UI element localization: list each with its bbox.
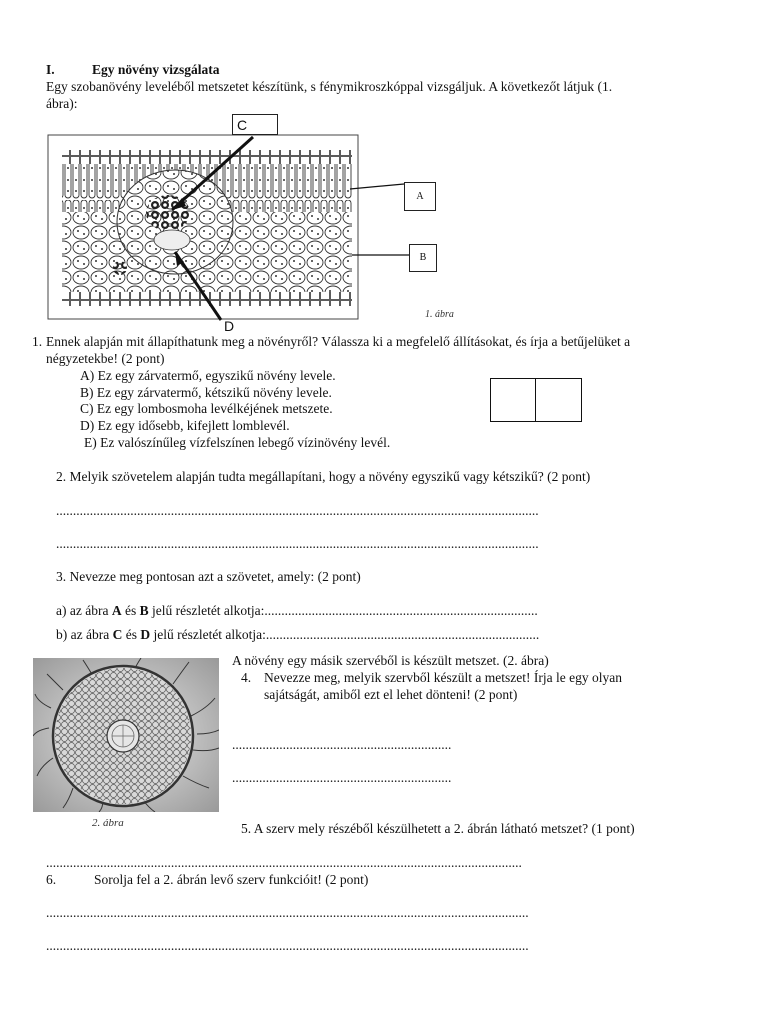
q3a-letter-a: A	[111, 603, 122, 618]
q3b-prefix: b) az ábra	[56, 627, 113, 642]
q3-part-b[interactable]	[56, 627, 539, 643]
intro-text-line2: ábra):	[46, 96, 78, 111]
q3a-conjunction: és	[121, 603, 140, 618]
q3a-suffix: jelű részletét alkotja:.................................................................................	[148, 603, 538, 618]
figure2-intro: A növény egy másik szervéből is készült metszet. (2. ábra)	[232, 653, 549, 668]
leaf-cross-section-figure	[0, 0, 768, 340]
q1-option-c: C) Ez egy lombosmoha levélkéjének metszete.	[80, 401, 333, 416]
q6-answer-line2[interactable]: ...............................................................................................................................................	[46, 938, 529, 953]
q2-text: 2. Melyik szövetelem alapján tudta megállapítani, hogy a növény egyszikű vagy kétszikű? (2 pont)	[56, 469, 591, 484]
figure1-label-b: B	[409, 244, 437, 272]
figure2-caption: 2. ábra	[92, 817, 124, 829]
q3a-prefix: a) az ábra	[56, 603, 112, 618]
q3-text: 3. Nevezze meg pontosan azt a szövetet, amely: (2 pont)	[56, 569, 361, 584]
q2-answer-line2[interactable]: ...............................................................................................................................................	[56, 536, 539, 551]
q4-answer-line1[interactable]: .................................................................	[232, 737, 452, 752]
q3-part-a[interactable]	[56, 603, 538, 619]
q1-answer-box-1[interactable]	[490, 378, 536, 422]
q4-answer-line2[interactable]: .................................................................	[232, 770, 452, 785]
q3a-letter-b: B	[139, 603, 149, 618]
q6-text: Sorolja fel a 2. ábrán levő szerv funkcióit! (2 pont)	[94, 872, 369, 887]
q1-text-line2: négyzetekbe! (2 pont)	[46, 351, 165, 366]
section-number: I.	[46, 62, 55, 77]
root-cross-section-figure	[33, 658, 219, 812]
q3b-conjunction: és	[122, 627, 141, 642]
figure1-caption: 1. ábra	[425, 309, 454, 320]
q5-text: 5. A szerv mely részéből készülhetett a 2. ábrán látható metszet? (1 pont)	[241, 821, 635, 836]
q1-answer-box-2[interactable]	[535, 378, 582, 422]
q4-text-line1: Nevezze meg, melyik szervből készült a metszet! Írja le egy olyan	[264, 670, 622, 685]
q4-text-line2: sajátságát, amiből ezt el lehet dönteni! (2 pont)	[264, 687, 518, 702]
q3b-letter-d: D	[140, 627, 151, 642]
q1-option-a: A) Ez egy zárvatermő, egyszikű növény levele.	[80, 368, 336, 383]
q4-number: 4.	[241, 670, 252, 685]
q1-option-e: E) Ez valószínűleg vízfelszínen lebegő vízinövény levél.	[84, 435, 391, 450]
q3b-letter-c: C	[112, 627, 123, 642]
figure1-label-c: C	[232, 114, 278, 135]
q5-answer-line[interactable]: .............................................................................................................................................	[46, 855, 522, 870]
q1-number: 1.	[32, 334, 43, 349]
q6-answer-line1[interactable]: ...............................................................................................................................................	[46, 905, 529, 920]
intro-text-line1: Egy szobanövény leveléből metszetet készítünk, s fénymikroszkóppal vizsgáljuk. A következőt látjuk (1.	[46, 79, 613, 94]
q1-text-line1: Ennek alapján mit állapíthatunk meg a növényről? Válassza ki a megfelelő állításokat, és írja a betűjelüket a	[46, 334, 631, 349]
q6-number: 6.	[46, 872, 57, 887]
figure1-label-d: D	[224, 318, 235, 334]
figure1-label-a: A	[404, 182, 436, 211]
q1-option-b: B) Ez egy zárvatermő, kétszikű növény levele.	[80, 385, 332, 400]
q3b-suffix: jelű részletét alkotja:.................................................................................	[150, 627, 540, 642]
q2-answer-line1[interactable]: ...............................................................................................................................................	[56, 503, 539, 518]
q1-option-d: D) Ez egy idősebb, kifejlett lomblevél.	[80, 418, 290, 433]
section-title: Egy növény vizsgálata	[92, 62, 220, 77]
